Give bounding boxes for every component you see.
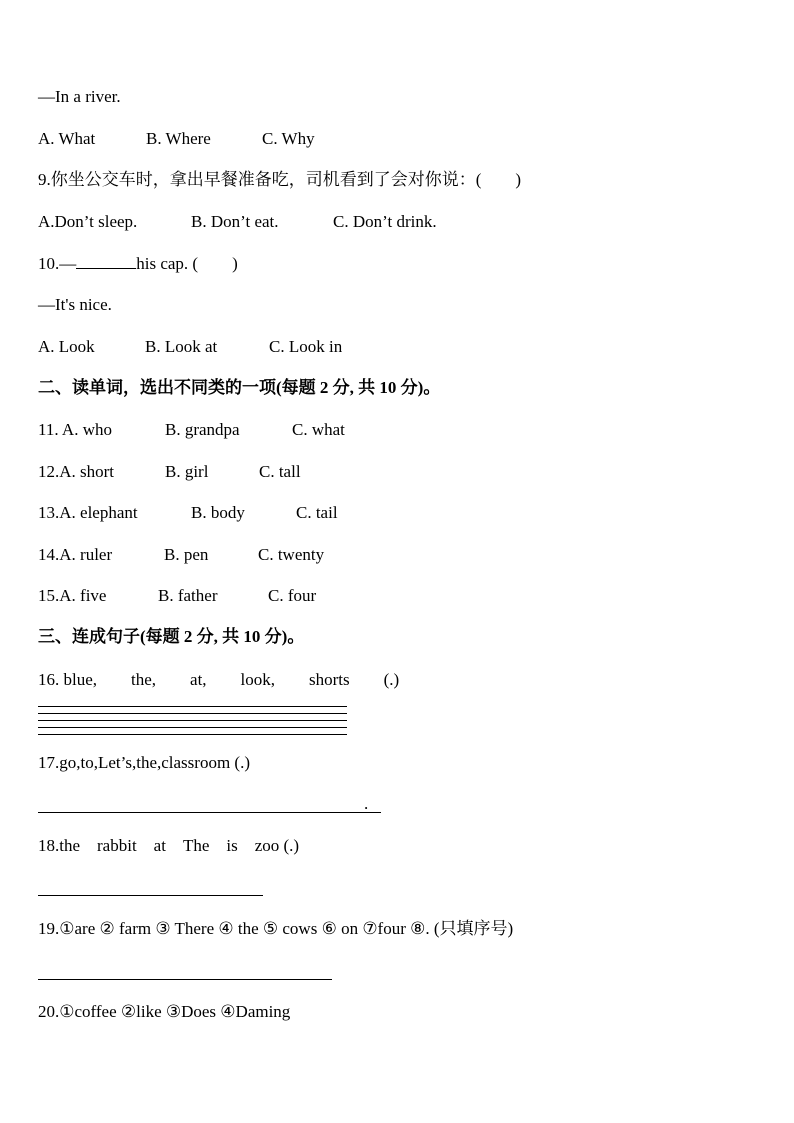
q12-row: [38, 461, 758, 483]
q16-prompt: 16. blue, the, at, look, shorts (.): [38, 670, 400, 689]
q13-option-b[interactable]: B. body: [191, 503, 245, 522]
q16-answer-rule-5[interactable]: [38, 734, 347, 735]
q10-blank[interactable]: [76, 253, 136, 269]
q19-answer-rule[interactable]: [38, 979, 332, 980]
q16-answer-rule-3[interactable]: [38, 720, 347, 721]
q17-prompt: 17.go,to,Let’s,the,classroom (.): [38, 753, 250, 772]
q11-option-b[interactable]: B. grandpa: [165, 420, 240, 439]
q16-answer-rule-1[interactable]: [38, 706, 347, 707]
q15-option-c[interactable]: C. four: [268, 586, 317, 605]
q20-prompt: 20.①coffee ②like ③Does ④Daming: [38, 1002, 291, 1021]
q13-option-c[interactable]: C. tail: [296, 503, 338, 522]
q17-answer-rule[interactable]: [38, 812, 381, 813]
q10-answer-line: —It's nice.: [38, 295, 112, 314]
q14-option-c[interactable]: C. twenty: [258, 545, 325, 564]
q10-prompt-suffix: his cap. ( ): [136, 254, 238, 273]
q16-answer-rule-2[interactable]: [38, 713, 347, 714]
q13-row: [38, 502, 758, 524]
q12-option-a[interactable]: 12.A. short: [38, 462, 115, 481]
q12-option-b[interactable]: B. girl: [165, 462, 209, 481]
q10-option-b[interactable]: B. Look at: [145, 337, 218, 356]
section2-heading: 二、读单词，选出不同类的一项(每题 2 分, 共 10 分)。: [38, 378, 441, 397]
section3-heading: 三、连成句子(每题 2 分, 共 10 分)。: [38, 627, 305, 646]
q10-option-a[interactable]: A. Look: [38, 337, 95, 356]
q18-answer-rule[interactable]: [38, 895, 263, 896]
q15-option-b[interactable]: B. father: [158, 586, 218, 605]
q11-option-c[interactable]: C. what: [292, 420, 345, 439]
q12-option-c[interactable]: C. tall: [259, 462, 301, 481]
q9-option-b[interactable]: B. Don’t eat.: [191, 212, 279, 231]
q15-option-a[interactable]: 15.A. five: [38, 586, 107, 605]
q8-option-b[interactable]: B. Where: [146, 129, 211, 148]
q10-option-c[interactable]: C. Look in: [269, 337, 343, 356]
q10-prompt: [38, 253, 238, 275]
q9-options: [38, 211, 758, 233]
q9-option-c[interactable]: C. Don’t drink.: [333, 212, 437, 231]
q14-option-b[interactable]: B. pen: [164, 545, 209, 564]
q11-option-a[interactable]: 11. A. who: [38, 420, 112, 439]
q9-option-a[interactable]: A.Don’t sleep.: [38, 212, 138, 231]
q8-option-a[interactable]: A. What: [38, 129, 96, 148]
q17-period: .: [364, 794, 369, 813]
q10-prompt-prefix: 10.—: [38, 254, 77, 273]
q16-answer-rule-4[interactable]: [38, 727, 347, 728]
q9-prompt: 9.你坐公交车时，拿出早餐准备吃，司机看到了会对你说：( ): [38, 170, 522, 189]
q19-prompt: 19.①are ② farm ③ There ④ the ⑤ cows ⑥ on ⑦four ⑧. (只填序号): [38, 919, 514, 938]
q10-options: [38, 336, 758, 358]
q15-row: [38, 585, 758, 607]
q8-answer-line: —In a river.: [38, 87, 121, 106]
q13-option-a[interactable]: 13.A. elephant: [38, 503, 138, 522]
q14-row: [38, 544, 758, 566]
q8-option-c[interactable]: C. Why: [262, 129, 315, 148]
q8-options: [38, 128, 758, 150]
q18-prompt: 18.the rabbit at The is zoo (.): [38, 836, 300, 855]
q14-option-a[interactable]: 14.A. ruler: [38, 545, 113, 564]
q11-row: [38, 419, 758, 441]
